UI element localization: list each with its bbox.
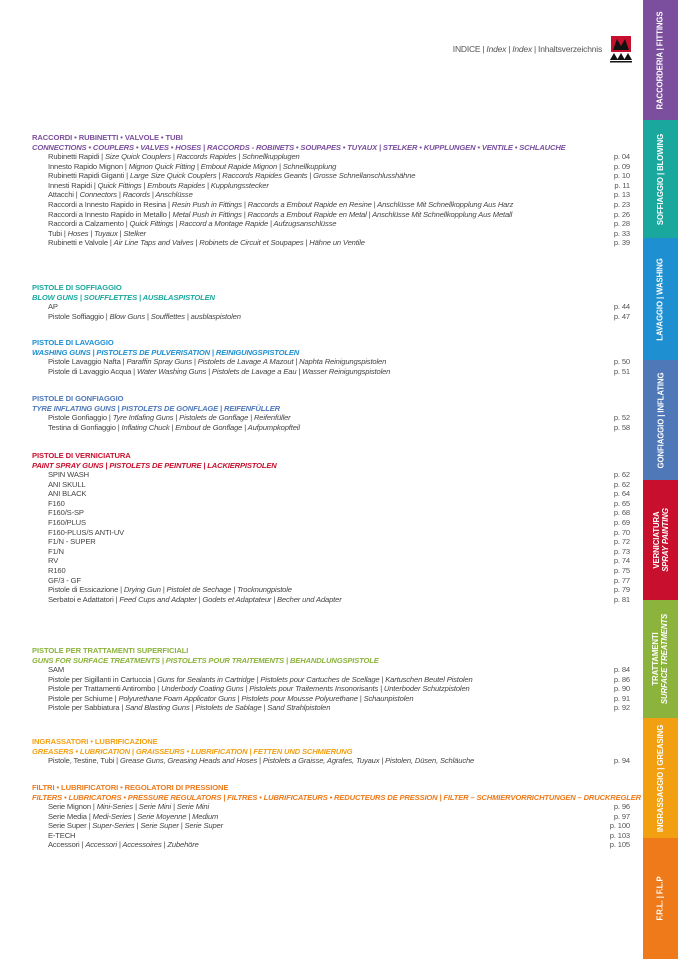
entry-page: p. 96 — [613, 802, 630, 811]
header-index-fr: Index — [512, 44, 533, 54]
tab-1[interactable] — [643, 0, 678, 120]
entry-title-it: ANI BLACK — [48, 489, 87, 499]
toc-section — [32, 451, 636, 604]
tab-5[interactable] — [643, 480, 678, 600]
tab-label: INGRASSAGGIO | GREASING — [656, 724, 666, 832]
entry-title — [48, 480, 85, 490]
entry-title-it: RV — [48, 556, 59, 566]
tab-label: F.R.L. | F.L.P — [656, 876, 666, 921]
entry-title: Pistole per Sabbiatura | Sand Blasting Guns | Pistolets de Sablage | Sand Strahlpistolen — [48, 703, 331, 713]
entry-page: p. 68 — [613, 508, 630, 518]
header-indice: INDICE — [452, 44, 481, 54]
entry-title — [48, 665, 64, 675]
section-title: PISTOLE DI VERNICIATURA — [32, 451, 131, 460]
entry-translations: Water Washing Guns | Pistolets de Lavage a Eau | Wasser Reinigungspistolen — [136, 366, 391, 376]
entry-title-it: Pistole Gonfiaggio — [48, 413, 107, 422]
entry-page: p. 75 — [613, 565, 630, 575]
entry-title: Tubi | Hoses | Tuyaux | Stelker — [48, 228, 146, 238]
entry-translations: Grease Guns, Greasing Heads and Hoses | Pistolets a Graisse, Agrafes, Tuyaux | Pistolen, Düsen, Schläuche — [119, 756, 475, 765]
entry-page: p. 50 — [613, 357, 630, 366]
entry-translations: Quick Fittings | Raccord a Montage Rapide | Aufzugsanschlüsse — [129, 219, 337, 229]
toc-entry[interactable] — [32, 162, 636, 172]
entry-page: p. 94 — [613, 756, 630, 765]
entry-title-it: Rubinetti Rapidi — [48, 152, 100, 161]
entry-title-it: Pistole di Lavaggio Acqua — [48, 366, 132, 376]
entry-title-it: Serie Super — [48, 821, 87, 831]
section-title: PISTOLE PER TRATTAMENTI SUPERFICIALI — [32, 646, 189, 655]
entry-translations: Super-Series | Serie Super | Serie Super — [92, 821, 223, 831]
entry-title-it: Raccordi a Innesto Rapido in Metallo — [48, 209, 167, 219]
entry-translations: Connectors | Racords | Anschlüsse — [79, 190, 193, 200]
section-subtitle: WASHING GUNS | PISTOLETS DE PULVERISATION | REINIGUNGSPISTOLEN — [32, 347, 300, 357]
section-title: FILTRI • LUBRIFICATORI • REGOLATORI DI PRESSIONE — [32, 783, 229, 792]
tab-2[interactable] — [643, 120, 678, 238]
entry-title-it: Innesto Rapido Mignon — [48, 161, 123, 171]
toc-entry[interactable] — [32, 210, 636, 220]
entry-title — [48, 576, 81, 586]
entry-title — [48, 831, 75, 841]
tab-label: TRATTAMENTI — [651, 632, 661, 686]
tab-3[interactable] — [643, 238, 678, 360]
entry-translations: Medi-Series | Serie Moyenne | Medium — [92, 811, 219, 821]
entry-page: p. 62 — [613, 479, 630, 489]
entry-title-it: SAM — [48, 665, 65, 674]
entry-title — [48, 518, 86, 528]
toc-entry[interactable] — [32, 518, 636, 528]
toc-entry[interactable] — [32, 576, 636, 586]
toc-entry[interactable] — [32, 489, 636, 499]
entry-page: p. 39 — [613, 238, 630, 248]
toc-entry[interactable] — [32, 595, 636, 605]
toc-entry[interactable] — [32, 423, 636, 433]
entry-page: p. 90 — [613, 684, 630, 694]
toc-entry[interactable] — [32, 367, 636, 377]
entry-page: p. 103 — [609, 830, 630, 840]
entry-title-it: GF/3 - GF — [48, 575, 81, 585]
entry-translations: Metal Push in Fittings | Raccords a Embout Rapide en Metal | Anschlüsse Mit Schnellkopplung Aus Metall — [172, 209, 513, 219]
entry-translations: Feed Cups and Adapter | Godets et Adaptateur | Becher und Adapter — [119, 594, 342, 604]
entry-title-it: Raccordi a Calzamento — [48, 219, 124, 229]
entry-page: p. 10 — [613, 171, 630, 181]
section-tabs — [643, 0, 678, 959]
entry-title: Raccordi a Innesto Rapido in Resina | Resin Push in Fittings | Raccords a Embout Rapide en Resine | Anschlüsse Mit Schnellkopplung Aus Harz — [48, 199, 514, 209]
entry-page: p. 77 — [613, 575, 630, 585]
entry-title-it: AP — [48, 302, 58, 311]
entry-page: p. 23 — [613, 199, 630, 209]
entry-page: p. 92 — [613, 703, 630, 713]
entry-title: Pistole di Lavaggio Acqua | Water Washing Guns | Pistolets de Lavage a Eau | Wasser Reinigungspistolen — [48, 366, 391, 376]
toc-entry[interactable] — [32, 229, 636, 239]
brand-logo — [608, 34, 634, 64]
entry-title-it: ANI SKULL — [48, 479, 86, 489]
entry-title: Serie Super | Super-Series | Serie Super | Serie Super — [48, 821, 223, 831]
toc-entry[interactable] — [32, 181, 636, 191]
toc-entry[interactable] — [32, 684, 636, 694]
toc-section — [32, 737, 636, 766]
section-title: PISTOLE DI SOFFIAGGIO — [32, 283, 122, 292]
entry-page: p. 09 — [613, 161, 630, 171]
entry-page: p. 91 — [613, 693, 630, 703]
section-subtitle: GREASERS • LUBRICATION | GRAISSEURS • LUBRIFICATION | FETTEN UND SCHMIERUNG — [32, 746, 353, 756]
entry-title-it: Innesti Rapidi — [48, 180, 92, 190]
entry-translations: Size Quick Couplers | Raccords Rapides | Schnellkupplugen — [104, 152, 300, 161]
entry-translations: Mignon Quick Fitting | Embout Rapide Mignon | Schnellkupplung — [128, 161, 337, 171]
entry-translations: Hoses | Tuyaux | Stelker — [67, 228, 146, 238]
toc-section — [32, 338, 636, 376]
entry-title: Pistole Soffiaggio | Blow Guns | Soufflettes | ausblaspistolen — [48, 311, 241, 321]
entry-title-it: F1/N — [48, 546, 64, 556]
entry-title-it: Pistole Soffiaggio — [48, 311, 104, 321]
toc-entry[interactable] — [32, 499, 636, 509]
entry-title-it: R160 — [48, 565, 66, 575]
tab-label: GONFIAGGIO | INFLATING — [656, 372, 665, 468]
toc-entry[interactable] — [32, 694, 636, 704]
entry-title-it: Attacchi — [48, 190, 74, 200]
entry-title-it: Serie Mignon — [48, 802, 91, 811]
toc-entry[interactable] — [32, 703, 636, 713]
entry-title-it: Pistole per Trattamenti Antirombo — [48, 684, 156, 694]
toc-entry[interactable] — [32, 480, 636, 490]
entry-title-it: Pistole per Sabbiatura — [48, 703, 120, 713]
entry-title: Innesto Rapido Mignon | Mignon Quick Fitting | Embout Rapide Mignon | Schnellkupplung — [48, 161, 337, 171]
toc-entry[interactable] — [32, 812, 636, 822]
entry-title: Rubinetti Rapidi Giganti | Large Size Quick Couplers | Raccords Rapides Geants | Grosse Schnellanschlusshähne — [48, 171, 416, 181]
entry-translations: Large Size Quick Couplers | Raccords Rapides Geants | Grosse Schnellanschlusshähne — [129, 171, 416, 181]
entry-title: Raccordi a Innesto Rapido in Metallo | Metal Push in Fittings | Raccords a Embout Rapide en Metal | Anschlüsse Mit Schnellkopplung Aus Metall — [48, 209, 513, 219]
entry-title: Serbatoi e Adattatori | Feed Cups and Adapter | Godets et Adaptateur | Becher und Adapter — [48, 594, 342, 604]
entry-title: Serie Mignon | Mini-Series | Serie Mini | Serie Mini — [48, 802, 210, 811]
tab-label-en: SPRAY PAINTING — [660, 508, 670, 572]
entry-title — [48, 470, 89, 480]
toc-section — [32, 133, 636, 248]
entry-title-it: F160/S-SP — [48, 508, 84, 518]
toc-entry[interactable] — [32, 802, 636, 812]
entry-page: p. 64 — [613, 489, 630, 499]
toc-entry[interactable] — [32, 547, 636, 557]
toc-entry[interactable] — [32, 190, 636, 200]
toc-entry[interactable] — [32, 831, 636, 841]
toc-entry[interactable] — [32, 556, 636, 566]
section-title: RACCORDI • RUBINETTI • VALVOLE • TUBI — [32, 133, 183, 142]
entry-title-it: Pistole, Testine, Tubi — [48, 756, 115, 765]
page-header: INDICE | Index | Index | Inhaltsverzeichnis — [452, 44, 602, 54]
section-title: PISTOLE DI GONFIAGGIO — [32, 394, 124, 403]
toc-entry[interactable] — [32, 675, 636, 685]
entry-title — [48, 489, 86, 499]
entry-page: p. 65 — [613, 498, 630, 508]
entry-translations: Blow Guns | Soufflettes | ausblaspistolen — [109, 311, 241, 321]
entry-page: p. 11 — [614, 180, 630, 190]
entry-title — [48, 566, 66, 576]
entry-title-it: Rubinetti e Valvole — [48, 238, 108, 248]
entry-title: Serie Media | Medi-Series | Serie Moyenne | Medium — [48, 811, 219, 821]
entry-page: p. 69 — [613, 517, 630, 527]
entry-page: p. 33 — [613, 228, 630, 238]
entry-title-it: Rubinetti Rapidi Giganti — [48, 171, 125, 181]
entry-translations: Sand Blasting Guns | Pistolets de Sablage | Sand Strahlpistolen — [125, 703, 331, 713]
entry-translations: Drying Gun | Pistolet de Sechage | Trocknungpistole — [123, 585, 292, 595]
entry-title-it: Pistole per Schiume — [48, 693, 113, 703]
entry-title-it: Raccordi a Innesto Rapido in Resina — [48, 199, 167, 209]
entry-title-it: Tubi — [48, 228, 62, 238]
entry-title: Raccordi a Calzamento | Quick Fittings | Raccord a Montage Rapide | Aufzugsanschlüsse — [48, 219, 337, 229]
toc-section — [32, 783, 641, 850]
entry-page: p. 81 — [613, 594, 630, 604]
entry-page: p. 28 — [613, 219, 630, 229]
toc-entry[interactable] — [32, 537, 636, 547]
entry-title — [48, 499, 65, 509]
section-subtitle: TYRE INFLATING GUNS | PISTOLETS DE GONFLAGE | REIFENFÜLLER — [32, 403, 280, 413]
section-subtitle: FILTERS • LUBRICATORS • PRESSURE REGULATORS | FILTRES • LUBRIFICATEURS • REDUCTEURS DE PRESSION | FILTER – SCHMIERVORRICHTUNGEN – DRUCKREGLER — [32, 792, 641, 802]
header-index-en: Index — [486, 44, 507, 54]
entry-title: Attacchi | Connectors | Racords | Anschlüsse — [48, 190, 193, 200]
tab-label: LAVAGGIO | WASHING — [656, 257, 665, 341]
tab-4[interactable] — [643, 360, 678, 480]
entry-title: Pistole di Essicazione | Drying Gun | Pistolet de Sechage | Trocknungpistole — [48, 585, 292, 595]
toc-entry[interactable] — [32, 219, 636, 229]
toc-entry[interactable] — [32, 665, 636, 675]
section-title: PISTOLE DI LAVAGGIO — [32, 338, 114, 347]
toc-entry[interactable] — [32, 413, 636, 423]
entry-page: p. 84 — [613, 665, 630, 674]
entry-title — [48, 508, 84, 518]
toc-entry[interactable] — [32, 566, 636, 576]
entry-title-it: F1/N - SUPER — [48, 537, 96, 547]
entry-title-it: E-TECH — [48, 830, 76, 840]
section-subtitle: CONNECTIONS • COUPLERS • VALVES • HOSES | RACCORDS - ROBINETS • SOUPAPES • TUYAUX | STELKER • KUPPLUNGEN • VENTILE • SCHLAUCHE — [32, 142, 566, 152]
entry-translations: Air Line Taps and Valves | Robinets de Circuit et Soupapes | Hähne un Ventile — [113, 238, 365, 248]
toc-entry[interactable] — [32, 357, 636, 367]
entry-page: p. 47 — [613, 311, 630, 321]
entry-title-it: Accessori — [48, 840, 80, 850]
entry-title-it: F160/PLUS — [48, 517, 86, 527]
entry-title — [48, 556, 58, 566]
section-subtitle: BLOW GUNS | SOUFFLETTES | AUSBLASPISTOLEN — [32, 292, 215, 302]
entry-page: p. 86 — [613, 674, 630, 684]
entry-translations: Tyre Intlafing Guns | Pistolets de Gonflage | Reifenfüller — [112, 413, 291, 422]
section-subtitle: GUNS FOR SURFACE TREATMENTS | PISTOLETS POUR TRAITEMENTS | BEHANDLUNGSPISTOLE — [32, 655, 379, 665]
entry-title-it: F160 — [48, 498, 65, 508]
entry-title: Pistole per Trattamenti Antirombo | Underbody Coating Guns | Pistolets pour Traitements Insonorisants | Unterboder Schutzpistolen — [48, 684, 470, 694]
entry-title: Pistole Gonfiaggio | Tyre Intlafing Guns | Pistolets de Gonflage | Reifenfüller — [48, 413, 291, 422]
entry-translations: Polyurethane Foam Applicator Guns | Pistolets pour Mousse Polyurethane | Schaunpistolen — [118, 693, 414, 703]
entry-page: p. 58 — [613, 422, 630, 432]
entry-page: p. 100 — [609, 821, 630, 831]
toc-entry[interactable] — [32, 508, 636, 518]
toc-entry[interactable] — [32, 302, 636, 312]
entry-title-it: SPIN WASH — [48, 470, 89, 479]
entry-title-it: Testina di Gonfiaggio — [48, 422, 116, 432]
entry-page: p. 105 — [609, 840, 630, 850]
entry-title-it: Pistole Lavaggio Nafta — [48, 357, 121, 366]
toc-section — [32, 394, 636, 432]
entry-page: p. 62 — [613, 470, 630, 479]
entry-page: p. 72 — [613, 537, 630, 547]
entry-translations: Resin Push in Fittings | Raccords a Embout Rapide en Resine | Anschlüsse Mit Schnellkopplung Aus Harz — [171, 199, 514, 209]
entry-title-it: Serie Media — [48, 811, 87, 821]
entry-title: Accessori | Accessori | Accessoires | Zubehöre — [48, 840, 199, 850]
toc-entry[interactable] — [32, 840, 636, 850]
entry-title: Rubinetti e Valvole | Air Line Taps and Valves | Robinets de Circuit et Soupapes | Hähne un Ventile — [48, 238, 365, 248]
entry-title-it: Pistole di Essicazione — [48, 585, 119, 595]
entry-title: Pistole per Schiume | Polyurethane Foam Applicator Guns | Pistolets pour Mousse Polyurethane | Schaunpistolen — [48, 693, 414, 703]
toc-entry[interactable] — [32, 238, 636, 248]
entry-title — [48, 537, 96, 547]
entry-translations: Inflating Chuck | Embout de Gonflage | Aufpumpkopfteil — [121, 422, 300, 432]
toc-entry[interactable] — [32, 200, 636, 210]
entry-translations: Guns for Sealants in Cartridge | Pistolets pour Cartuches de Scellage | Kartuschen Beutel Pistolen — [156, 674, 473, 684]
entry-translations: Quick Fittings | Embouts Rapides | Kupplungsstecker — [97, 180, 269, 190]
entry-page: p. 79 — [613, 585, 630, 595]
entry-page: p. 52 — [613, 413, 630, 422]
toc-entry[interactable] — [32, 528, 636, 538]
entry-title: Pistole Lavaggio Nafta | Paraffin Spray Guns | Pistolets de Lavage A Mazout | Naphta Reinigungspistolen — [48, 357, 387, 366]
section-subtitle: PAINT SPRAY GUNS | PISTOLETS DE PEINTURE | LACKIERPISTOLEN — [32, 460, 277, 470]
entry-page: p. 70 — [613, 527, 630, 537]
tab-8[interactable] — [643, 838, 678, 959]
entry-translations: Underbody Coating Guns | Pistolets pour Traitements Insonorisants | Unterboder Schutzpistolen — [161, 684, 470, 694]
toc-entry[interactable] — [32, 171, 636, 181]
toc-section — [32, 646, 636, 713]
tab-label-en: SURFACE TREATMENTS — [660, 613, 670, 705]
entry-translations: Accessori | Accessoires | Zubehöre — [85, 840, 199, 850]
tab-label: SOFFIAGGIO | BLOWING — [656, 133, 666, 225]
toc-entry[interactable] — [32, 821, 636, 831]
entry-page: p. 13 — [613, 190, 630, 200]
toc-entry[interactable] — [32, 152, 636, 162]
entry-page: p. 51 — [613, 366, 630, 376]
entry-translations: Mini-Series | Serie Mini | Serie Mini — [96, 802, 210, 811]
entry-title: Pistole, Testine, Tubi | Grease Guns, Greasing Heads and Hoses | Pistolets a Graisse, Agrafes, Tuyaux | Pistolen, Düsen, Schläuche — [48, 756, 475, 765]
entry-title-it: F160-PLUS/S ANTI-UV — [48, 527, 125, 537]
entry-title: Testina di Gonfiaggio | Inflating Chuck | Embout de Gonflage | Aufpumpkopfteil — [48, 422, 300, 432]
tab-label: RACCORDERIA | FITTINGS — [656, 10, 665, 110]
section-title: INGRASSATORI • LUBRIFICAZIONE — [32, 737, 158, 746]
entry-page: p. 26 — [613, 209, 630, 219]
entry-translations: Paraffin Spray Guns | Pistolets de Lavage A Mazout | Naphta Reinigungspistolen — [126, 357, 387, 366]
toc-entry[interactable] — [32, 585, 636, 595]
entry-title: Innesti Rapidi | Quick Fittings | Embouts Rapides | Kupplungsstecker — [48, 180, 269, 190]
entry-title — [48, 528, 124, 538]
entry-page: p. 44 — [613, 302, 630, 311]
entry-page: p. 74 — [613, 556, 630, 566]
entry-title: Pistole per Sigillanti in Cartuccia | Guns for Sealants in Cartridge | Pistolets pour Cartuches de Scellage | Kartuschen Beutel Pistolen — [48, 674, 473, 684]
entry-title: Rubinetti Rapidi | Size Quick Couplers | Raccords Rapides | Schnellkupplugen — [48, 152, 300, 161]
toc-entry[interactable] — [32, 756, 636, 766]
toc-entry[interactable] — [32, 470, 636, 480]
entry-title-it: Pistole per Sigillanti in Cartuccia — [48, 674, 152, 684]
header-inhalt: Inhaltsverzeichnis — [538, 44, 602, 54]
tab-7[interactable] — [643, 718, 678, 838]
entry-title — [48, 547, 64, 557]
tab-label: VERNICIATURA — [651, 511, 661, 569]
entry-title — [48, 302, 58, 312]
entry-title-it: Serbatoi e Adattatori — [48, 594, 114, 604]
tab-6[interactable] — [643, 600, 678, 718]
toc-section — [32, 283, 636, 321]
toc-entry[interactable] — [32, 312, 636, 322]
entry-page: p. 73 — [613, 546, 630, 556]
entry-page: p. 97 — [613, 811, 630, 821]
entry-page: p. 04 — [613, 152, 630, 161]
